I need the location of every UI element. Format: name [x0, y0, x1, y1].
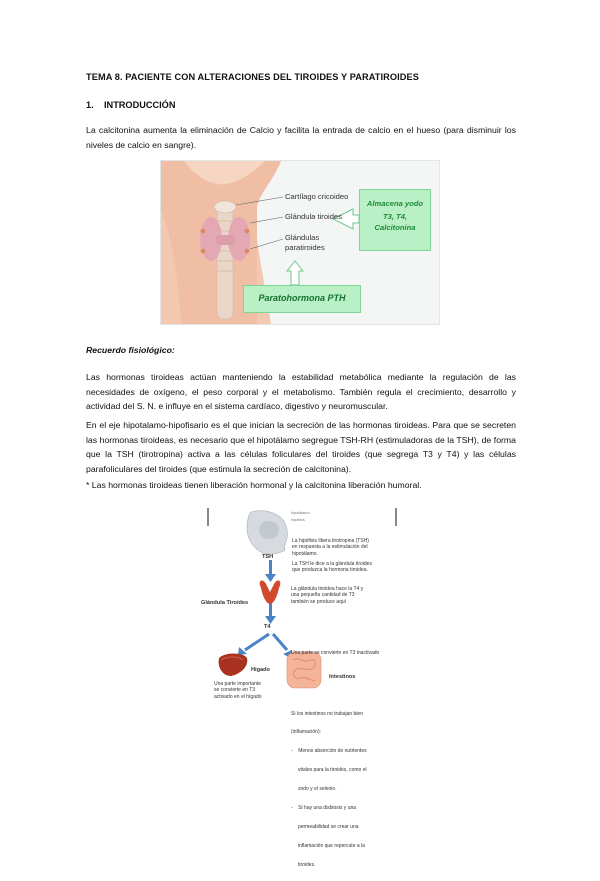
note-liberacion: * Las hormonas tiroideas tienen liberación hormonal y la calcitonina liberación humoral. — [86, 480, 422, 490]
text-higado-line: se convierte en T3 — [214, 687, 256, 694]
t4-label: T4 — [264, 624, 271, 630]
thyroid-anatomy-figure — [160, 160, 440, 325]
section-number: 1. — [86, 100, 94, 110]
text-t3-inactivado: Una parte se convierte en T3 inactivado — [291, 650, 380, 656]
storage-line-3: Calcitonina — [374, 223, 416, 232]
brain-label-2: hipófisis — [291, 518, 305, 522]
section-heading — [86, 100, 175, 110]
thyroid-axis-diagram — [201, 508, 397, 868]
text-higado-line: activado en el hígado — [214, 693, 262, 700]
text-hipofisis-line: hipotálamo. — [292, 550, 318, 557]
text-intestinos-line: Si los intestinos no trabajan bien — [291, 710, 363, 717]
intestinos-label: Intestinos — [329, 674, 356, 680]
text-higado — [214, 681, 262, 700]
text-intestinos-line: (inflamación): — [291, 729, 322, 736]
label-glandula-tiroides: Glándula tiroides — [285, 212, 342, 221]
text-glandula-line: La glándula tiroidea hace la T4 y — [291, 586, 364, 592]
text-hipofisis — [292, 538, 369, 557]
brain-label-1: hipotálamo — [291, 511, 310, 515]
text-tsh-line: que produzca la hormona tiroidea. — [292, 567, 368, 574]
text-hipofisis-line: La hipófisis libera tirotropina (TSH) — [292, 538, 369, 544]
label-glandulas: Glándulas — [285, 233, 320, 242]
document-title: TEMA 8. PACIENTE CON ALTERACIONES DEL TIROIDES Y PARATIROIDES — [86, 72, 419, 82]
higado-label: Hígado — [251, 667, 270, 673]
text-intestinos-line: - Menos absorción de nutrientes — [291, 748, 367, 755]
text-intestinos-line: tiroides. — [291, 861, 316, 868]
text-glandula-line: una pequeña cantidad de T3 — [291, 592, 355, 599]
text-higado-line: Una parte importante — [214, 681, 261, 687]
text-tsh-line: La TSH le dice a la glándula tiroides — [292, 561, 372, 567]
text-intestinos-line: zodo y el selenio. — [291, 786, 337, 793]
paragraph-hormonas: Las hormonas tiroideas actúan manteniendo la estabilidad metabólica mediante la regulación de las necesidades de oxígeno, el peso corporal y el metabolismo. También regula el crecimiento, desarrollo y actividad del S. N. e influye en el sistema cardíaco, digestivo y neuromuscular. — [86, 372, 516, 411]
text-intestinos-line: vitales para la tiroides, como el — [291, 767, 367, 774]
storage-box — [359, 189, 431, 251]
text-tsh — [292, 561, 372, 574]
section-title: INTRODUCCIÓN — [104, 100, 176, 110]
text-glandula-line: también se produce aquí — [291, 598, 347, 605]
glandula-tiroides-label: Glándula Tiroides — [201, 600, 249, 606]
intro-paragraph: La calcitonina aumenta la eliminación de Calcio y facilita la entrada de calcio en el hueso (para disminuir los niveles de calcio en sangre). — [86, 125, 516, 150]
storage-line-2: T3, T4, — [382, 212, 408, 221]
text-intestinos-line: permeabilidad se crear una — [291, 823, 359, 830]
recuerdo-heading: Recuerdo fisiológico: — [86, 345, 175, 355]
text-hipofisis-line: en respuesta a la estimulación del — [292, 544, 368, 551]
pth-box — [243, 285, 361, 313]
text-intestinos-line: - Si hay una disbiosis y una — [291, 805, 357, 812]
paragraph-eje: En el eje hipotalamo-hipofisario es el que inician la secreción de las hormonas tiroideas. Para que se secreten las hormonas tiroideas, es necesario que el hipotálamo segregue TSH-RH (estimuladoras de la TSH), de forma que la TSH (tirotropina) activa a las células foliculares del tiroides (que segrega T3 y T4) y las células parafoliculares del tiroides (que estimula la secreción de calcitonina). — [86, 420, 516, 474]
text-glandula — [291, 586, 363, 605]
label-paratiroides: paratiroides — [285, 243, 325, 252]
tsh-label: TSH — [262, 554, 274, 560]
storage-line-1: Almacena yodo — [366, 199, 424, 208]
label-cartilago: Cartílago cricoideo — [285, 192, 349, 201]
text-intestinos-line: inflamación que repercute a la — [291, 842, 365, 849]
pth-label: Paratohormona PTH — [258, 293, 346, 303]
text-intestinos — [291, 698, 367, 881]
